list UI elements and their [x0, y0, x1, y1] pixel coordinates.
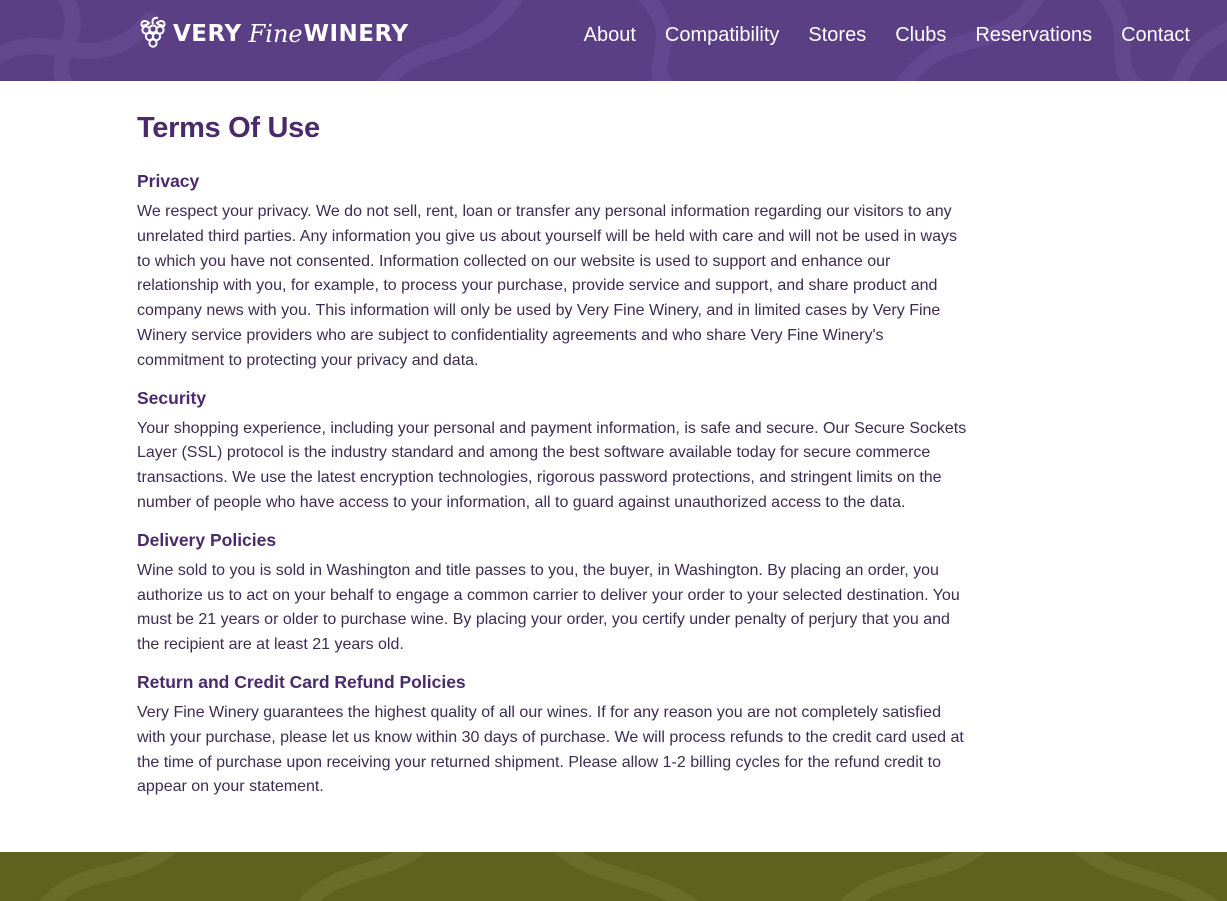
site-logo[interactable] — [137, 16, 409, 52]
logo-text-very: VERY — [173, 21, 242, 47]
section-heading: Delivery Policies — [137, 529, 277, 550]
section-refund-policies — [137, 669, 967, 800]
logo-text-fine: Fine — [248, 20, 303, 48]
nav-link-about[interactable]: About — [583, 24, 636, 46]
section-heading: Security — [137, 387, 207, 408]
site-header — [0, 0, 1227, 81]
main-content — [137, 110, 967, 811]
nav-link-contact[interactable]: Contact — [1121, 24, 1190, 46]
nav-link-compatibility[interactable]: Compatibility — [664, 24, 780, 46]
site-footer — [0, 852, 1227, 901]
nav-link-clubs[interactable]: Clubs — [895, 24, 947, 46]
grape-cluster-icon — [137, 16, 169, 52]
section-body: Wine sold to you is sold in Washington and title passes to you, the buyer, in Washington. By placing an order, you authorize us to act on your behalf to engage a common carrier to deliver your order to your selected destination. You must be 21 years or older to purchase wine. By placing your order, you certify under penalty of perjury that you and the recipient are at least 21 years old. — [137, 561, 960, 654]
section-security — [137, 385, 967, 516]
logo-text-winery: WINERY — [303, 21, 409, 47]
section-body: We respect your privacy. We do not sell, rent, loan or transfer any personal information regarding our visitors to any unrelated third parties. Any information you give us about yourself will be held with care and will not be used in ways to which you have not consented. Information collected on our website is used to support and enhance our relationship with you, for example, to process your purchase, provide service and support, and share product and company news with you. This information will only be used by Very Fine Winery, and in limited cases by Very Fine Winery service providers who are subject to confidentiality agreements and who share Very Fine Winery's commitment to protecting your privacy and data. — [137, 203, 958, 369]
section-delivery-policies — [137, 527, 967, 658]
nav-link-stores[interactable]: Stores — [808, 24, 867, 46]
page-title: Terms Of Use — [137, 112, 320, 144]
main-nav — [584, 22, 1190, 48]
nav-link-reservations[interactable]: Reservations — [975, 24, 1093, 46]
section-body: Very Fine Winery guarantees the highest quality of all our wines. If for any reason you are not completely satisfied with your purchase, please let us know within 30 days of purchase. We will process refunds to the credit card used at the time of purchase upon receiving your returned shipment. Please allow 1-2 billing cycles for the refund credit to appear on your statement. — [137, 703, 964, 796]
footer-background-pattern — [0, 852, 1227, 901]
section-heading: Privacy — [137, 171, 200, 191]
section-body: Your shopping experience, including your personal and payment information, is safe and secure. Our Secure Sockets Layer (SSL) protocol is the industry standard and among the best software available today for secure commerce transactions. We use the latest encryption technologies, rigorous password protections, and stringent limits on the number of people who have access to your information, all to guard against unauthorized access to the data. — [137, 419, 967, 511]
section-privacy — [137, 168, 967, 374]
section-heading: Return and Credit Card Refund Policies — [137, 671, 466, 692]
